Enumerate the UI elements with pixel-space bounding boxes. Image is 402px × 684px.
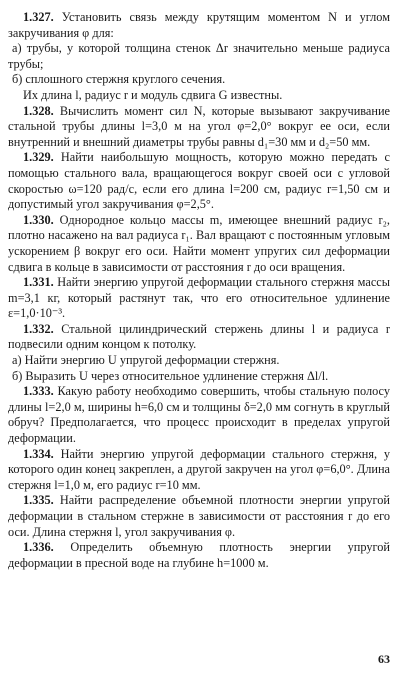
problem-subitem [8, 88, 390, 104]
problem-number: 1.334. [23, 446, 54, 461]
problem-text: б) Выразить U через относительное удлинение стержня Δl/l. [12, 368, 329, 383]
problem-text: Их длина l, радиус r и модуль сдвига G известны. [23, 87, 283, 102]
problem-1-330 [8, 213, 390, 275]
problem-text: Вычислить момент сил N, которые вызывают закручивание стальной трубы длины l=3,0 м на угол φ=2,0° вокруг ее оси, если внутренний и внешний диаметры трубы равны d₁=30 мм и d₂=50 мм. [8, 103, 391, 149]
problem-statement [8, 540, 390, 571]
problem-1-334 [8, 447, 390, 494]
problem-number: 1.331. [23, 275, 54, 290]
problem-subitem [8, 353, 390, 369]
problem-text: Определить объемную плотность энергии упругой деформации в пресной воде на глубине h=1000 м. [8, 540, 390, 570]
problem-subitem [8, 72, 390, 88]
problem-text: а) трубы, у которой толщина стенок Δr значительно меньше радиуса трубы; [8, 41, 390, 71]
problem-1-331 [8, 275, 390, 322]
problem-1-336 [8, 540, 390, 571]
problem-subitem [8, 41, 390, 72]
problem-1-333 [8, 384, 390, 446]
problem-text: Найти энергию упругой деформации стального стержня, у которого один конец закреплен, а другой закручен на угол φ=6,0°. Длина стержня l=1,0 м, его радиус r=10 мм. [8, 446, 390, 492]
problem-number: 1.335. [23, 493, 54, 508]
problem-text: Однородное кольцо массы m, имеющее внешний радиус r₂, плотно насажено на вал радиуса r₁. Вал вращают с постоянным угловым ускорением β вокруг его оси. Найти момент упругих сил деформации сдвига в кольце в зависимости от расстояния r до оси вращения. [8, 212, 391, 274]
problem-text: Какую работу необходимо совершить, чтобы стальную полосу длины l=2,0 м, ширины h=6,0 см и толщины δ=2,0 мм согнуть в круглый обруч? Предполагается, что процесс происходит в пределах упругой деформации. [8, 384, 391, 446]
problem-text: Найти энергию упругой деформации стального стержня массы m=3,1 кг, который растянут так, что его относительное удлинение ε=1,0·10⁻³. [8, 275, 391, 321]
problem-statement [8, 447, 390, 494]
problem-1-335 [8, 493, 390, 540]
problem-text: а) Найти энергию U упругой деформации стержня. [12, 353, 280, 368]
problem-statement [8, 322, 390, 353]
problem-statement [8, 10, 390, 41]
problem-list [8, 10, 390, 571]
problem-statement [8, 150, 390, 212]
problem-text: Стальной цилиндрический стержень длины l и радиуса r подвесили одним концом к потолку. [8, 321, 390, 352]
problem-1-327 [8, 10, 390, 104]
problem-text: б) сплошного стержня круглого сечения. [12, 72, 226, 87]
problem-subitem [8, 369, 390, 385]
problem-statement [8, 275, 390, 322]
problem-1-328 [8, 104, 390, 151]
problem-number: 1.329. [23, 150, 54, 165]
problem-1-329 [8, 150, 390, 212]
problem-text: Установить связь между крутящим моментом N и углом закручивания φ для: [8, 10, 391, 40]
problem-statement [8, 213, 390, 275]
problem-1-332 [8, 322, 390, 384]
problem-number: 1.330. [23, 212, 54, 227]
problem-statement [8, 384, 390, 446]
problem-text: Найти распределение объемной плотности энергии упругой деформации в стальном стержне в зависимости от расстояния r до его оси. Длина стержня l, угол закручивания φ. [8, 493, 390, 539]
problem-statement [8, 493, 390, 540]
problem-text: Найти наибольшую мощность, которую можно передать с помощью стального вала, вращающегося вокруг своей оси с угловой скоростью ω=120 рад/с, если его длина l=200 см, радиус r=1,50 см и допустимый угол закручивания φ=2,5°. [8, 150, 390, 212]
problem-number: 1.336. [23, 540, 54, 555]
problem-number: 1.333. [23, 384, 54, 399]
problem-number: 1.332. [23, 321, 54, 336]
page-number: 63 [378, 652, 390, 666]
problem-statement [8, 104, 390, 151]
problem-number: 1.327. [23, 10, 54, 24]
problem-number: 1.328. [23, 103, 54, 118]
